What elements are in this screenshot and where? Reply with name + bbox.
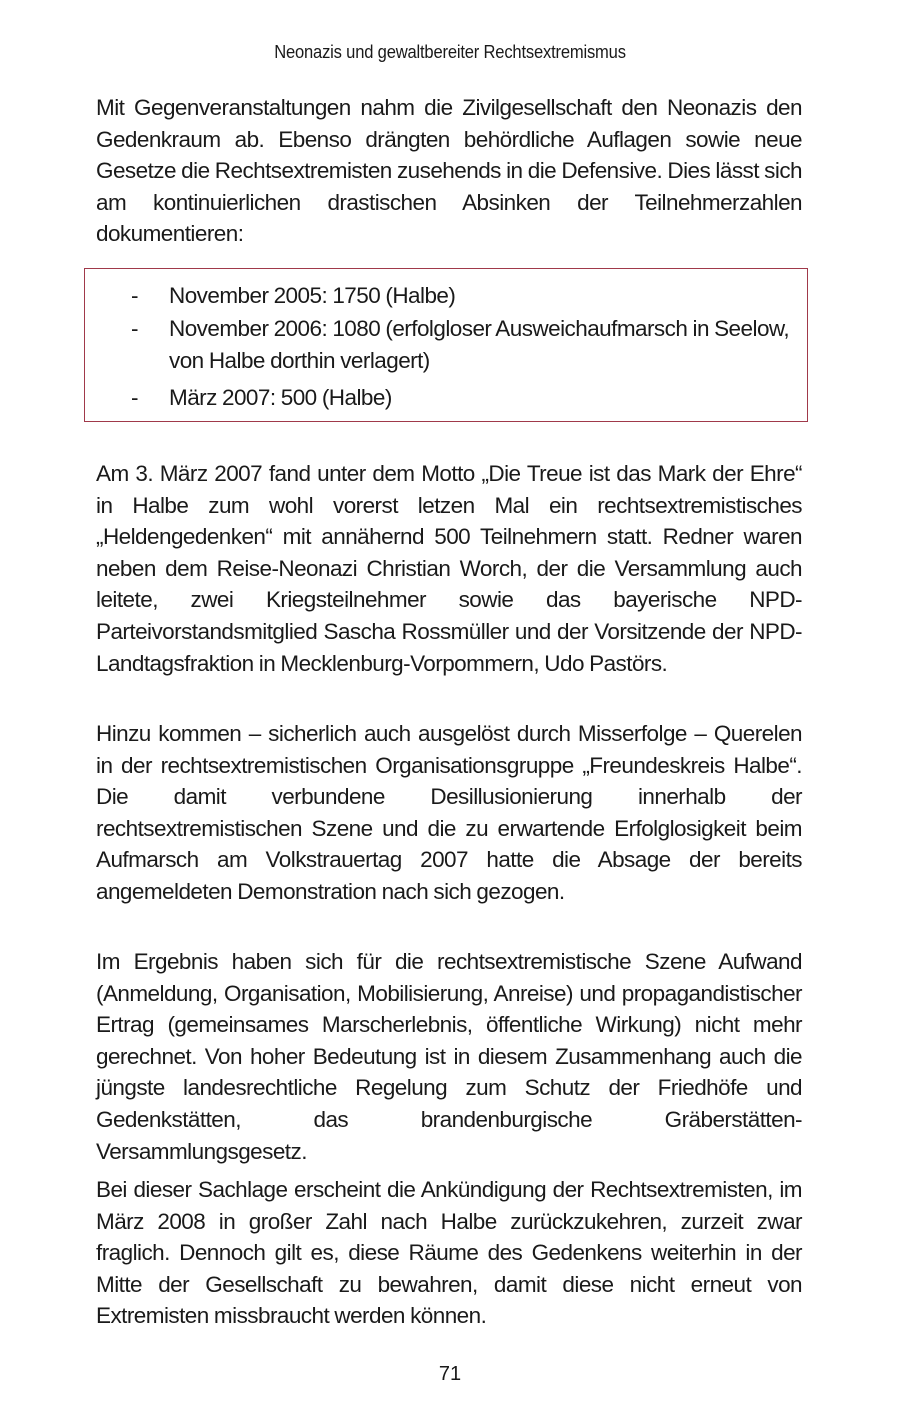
body-paragraph: Hinzu kommen – sicherlich auch ausgelöst durch Misserfolge – Querelen in der rechtsextremistischen Organisationsgruppe „Freundeskreis Halbe“. Die damit verbundene Desillusionierung innerhalb der rechtsextremistischen Szene und die zu erwartende Erfolglosigkeit beim Aufmarsch am Volkstrauertag 2007 hatte die Absage der bereits angemeldeten Demonstration nach sich gezogen.: [96, 721, 802, 904]
running-head: Neonazis und gewaltbereiter Rechtsextremismus: [274, 42, 626, 62]
list-item-text: November 2005: 1750 (Halbe): [169, 283, 456, 308]
body-paragraph: Am 3. März 2007 fand unter dem Motto „Die Treue ist das Mark der Ehre“ in Halbe zum wohl vorerst letzen Mal ein rechtsextremistisches „Heldengedenken“ mit annähernd 500 Teilnehmern statt. Redner waren neben dem Reise-Neonazi Christian Worch, der die Versammlung auch leitete, zwei Kriegsteilnehmer sowie das bayerische NPD-Parteivorstandsmitglied Sascha Rossmüller und der Vorsitzende der NPD-Landtagsfraktion in Mecklenburg-Vorpommern, Udo Pastörs.: [96, 461, 802, 676]
participant-list-box: [84, 268, 808, 422]
list-item: [85, 381, 807, 415]
participant-list: [85, 279, 807, 415]
bullet-dash: -: [131, 283, 138, 308]
list-item-text: März 2007: 500 (Halbe): [169, 385, 392, 410]
list-item-text: November 2006: 1080 (erfolgloser Ausweichaufmarsch in Seelow, von Halbe dorthin verlagert): [169, 316, 790, 373]
page-number: 71: [438, 1363, 462, 1385]
list-item: [85, 313, 807, 377]
body-paragraph: Im Ergebnis haben sich für die rechtsextremistische Szene Aufwand (Anmeldung, Organisation, Mobilisierung, Anreise) und propagandistischer Ertrag (gemeinsames Marscherlebnis, öffentliche Wirkung) nicht mehr gerechnet. Von hoher Bedeutung ist in diesem Zusammenhang auch die jüngste landesrechtliche Regelung zum Schutz der Friedhöfe und Gedenkstätten, das brandenburgische Gräberstätten-Versammlungsgesetz.: [96, 949, 802, 1164]
bullet-dash: -: [131, 385, 138, 410]
intro-paragraph: Mit Gegenveranstaltungen nahm die Zivilgesellschaft den Neonazis den Gedenkraum ab. Ebenso drängten behördliche Auflagen sowie neue Gesetze die Rechtsextremisten zusehends in die Defensive. Dies lässt sich am kontinuierlichen drastischen Absinken der Teilnehmerzahlen dokumentieren:: [96, 95, 802, 247]
body-paragraph: Bei dieser Sachlage erscheint die Ankündigung der Rechtsextremisten, im März 2008 in großer Zahl nach Halbe zurückzukehren, zurzeit zwar fraglich. Dennoch gilt es, diese Räume des Gedenkens weiterhin in der Mitte der Gesellschaft zu bewahren, damit diese nicht erneut von Extremisten missbraucht werden können.: [96, 1177, 802, 1329]
list-item: [85, 279, 807, 313]
bullet-dash: -: [131, 316, 138, 341]
